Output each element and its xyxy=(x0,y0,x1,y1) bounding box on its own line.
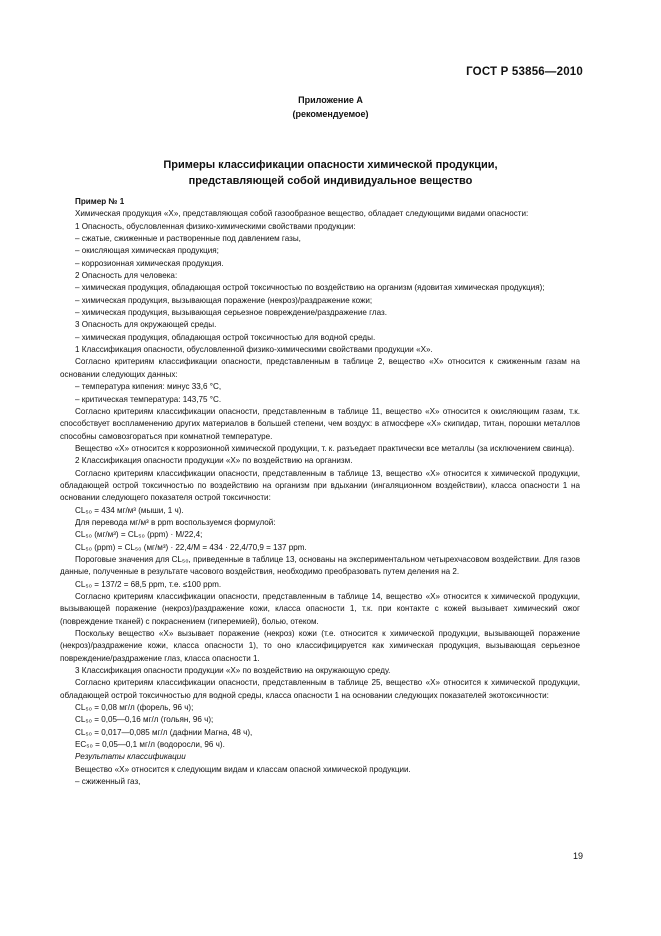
body-paragraph: Согласно критериям классификации опасности, представленным в таблице 2, вещество «Х» относится к сжиженным газам на основании следующих данных: xyxy=(60,357,580,379)
body-paragraph: 3 Классификация опасности продукции «Х» по воздействию на окружающую среду. xyxy=(75,666,391,676)
body-paragraph: Пороговые значения для CL₅₀, приведенные в таблице 13, основаны на экспериментальном четырехчасовом воздействии. Для газов данные, полученные в результате часового воздействия, необходимо преобразовать путем деления на 2. xyxy=(60,554,580,577)
body-paragraph: CL₅₀ = 137/2 = 68,5 ppm, т.е. ≤100 ppm. xyxy=(75,579,222,589)
body-paragraph: Поскольку вещество «Х» вызывает поражение (некроз) кожи (т.е. относится к химической продукции, вызывающей поражение (некроз)/раздражение кожи, класса опасности 1), то оно классифицируется как химическая продукция, вызывающая серьезное повреждение/раздражение глаз, класса опасности 1. xyxy=(60,629,580,663)
section-title-line: представляющей собой индивидуальное вещество xyxy=(188,175,473,187)
body-paragraph: Вещество «Х» относится к следующим видам и классам опасной химической продукции. xyxy=(75,764,411,774)
body-paragraph: – химическая продукция, обладающая острой токсичностью для водной среды. xyxy=(75,332,376,342)
appendix-subtitle: (рекомендуемое) xyxy=(292,109,369,119)
body-paragraph: CL₅₀ = 434 мг/м³ (мыши, 1 ч). xyxy=(75,505,184,515)
body-paragraph: Согласно критериям классификации опасности, представленным в таблице 11, вещество «Х» относится к окисляющим газам, т.к. способствует воспламенению других материалов в большей степени, чем воздух: в атмосфере «Х» скипидар, титан, порошки металлов способны самовозгораться при комнатной температуре. xyxy=(60,406,580,441)
body-paragraph: 1 Классификация опасности, обусловленной физико-химическими свойствами продукции «Х». xyxy=(75,345,433,355)
document-body xyxy=(60,196,580,789)
section-title xyxy=(0,157,661,189)
body-paragraph: 1 Опасность, обусловленная физико-химическими свойствами продукции: xyxy=(75,221,356,231)
page-number: 19 xyxy=(572,851,583,861)
body-paragraph: CL₅₀ = 0,05—0,16 мг/л (гольян, 96 ч); xyxy=(75,715,214,725)
body-paragraph: Согласно критериям классификации опасности, представленным в таблице 25, вещество «Х» относится к химической продукции, обладающей острой токсичностью для водной среды, класса опасности 1 на основании следующих показателей экотоксичности: xyxy=(60,678,580,700)
standard-header: ГОСТ Р 53856—2010 xyxy=(466,66,583,78)
body-paragraph: CL₅₀ = 0,017—0,085 мг/л (дафнии Магна, 48 ч), xyxy=(75,727,253,737)
appendix-title: Приложение А xyxy=(298,95,363,105)
body-paragraph: EC₅₀ = 0,05—0,1 мг/л (водоросли, 96 ч). xyxy=(75,740,225,750)
body-paragraph: – сжиженный газ, xyxy=(75,777,141,787)
body-paragraph: Согласно критериям классификации опасности, представленным в таблице 13, вещество «Х» относится к химической продукции, обладающей острой токсичностью по воздействию на организм при вдыхании (ингаляционном воздействии), класса опасности 1 на основании следующего показателя острой токсичности: xyxy=(60,468,580,503)
body-paragraph: – температура кипения: минус 33,6 °С, xyxy=(75,382,222,392)
body-paragraph: 2 Опасность для человека: xyxy=(75,271,178,281)
body-paragraph: – химическая продукция, вызывающая серьезное повреждение/раздражение глаз. xyxy=(75,308,387,318)
body-paragraph: CL₅₀ (мг/м³) = CL₅₀ (ppm) · M/22,4; xyxy=(75,530,203,540)
body-paragraph: Вещество «Х» относится к коррозионной химической продукции, т. к. разъедает практически все металлы (за исключением свинца). xyxy=(75,443,575,453)
body-paragraph: – коррозионная химическая продукция. xyxy=(75,258,224,268)
example-heading: Пример № 1 xyxy=(75,197,125,206)
body-paragraph: Химическая продукция «Х», представляющая собой газообразное вещество, обладает следующими видами опасности: xyxy=(75,209,529,219)
body-paragraph: – критическая температура: 143,75 °С. xyxy=(75,394,222,404)
section-title-line: Примеры классификации опасности химической продукции, xyxy=(163,159,498,171)
body-paragraph: Для перевода мг/м³ в ppm воспользуемся формулой: xyxy=(75,517,276,527)
body-paragraph: – химическая продукция, обладающая острой токсичностью по воздействию на организм (ядовитая химическая продукция); xyxy=(75,283,545,293)
body-paragraph: – химическая продукция, вызывающая поражение (некроз)/раздражение кожи; xyxy=(75,295,373,305)
body-paragraph: CL₅₀ = 0,08 мг/л (форель, 96 ч); xyxy=(75,703,194,713)
body-paragraph: – окисляющая химическая продукция; xyxy=(75,246,219,256)
results-heading: Результаты классификации xyxy=(75,752,186,762)
body-paragraph: 2 Классификация опасности продукции «Х» по воздействию на организм. xyxy=(75,456,353,466)
body-paragraph: Согласно критериям классификации опасности, представленным в таблице 14, вещество «Х» относится к химической продукции, вызывающей поражение (некроз)/раздражение кожи, класса опасности 1, т.к. при контакте с кожей вызывает химический ожог (повреждение тканей) с покраснением (гиперемией), болью, отеком. xyxy=(60,592,580,626)
body-paragraph: 3 Опасность для окружающей среды. xyxy=(75,320,217,330)
body-paragraph: CL₅₀ (ppm) = CL₅₀ (мг/м³) · 22,4/M = 434 · 22,4/70,9 = 137 ppm. xyxy=(75,542,307,552)
body-paragraph: – сжатые, сжиженные и растворенные под давлением газы, xyxy=(75,234,301,244)
